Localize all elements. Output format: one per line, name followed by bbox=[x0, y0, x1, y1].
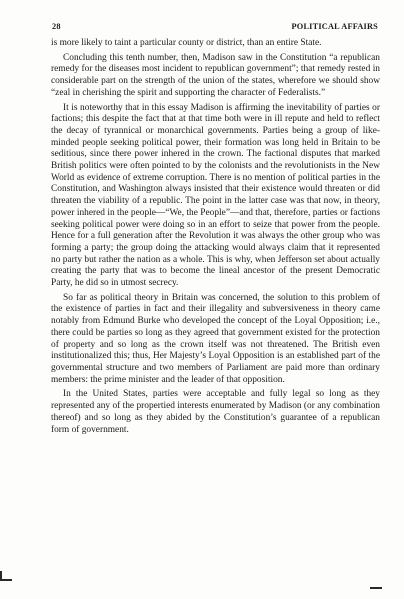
scan-crop-mark bbox=[0, 571, 2, 581]
paragraph: In the United States, parties were acceptable and fully legal so long as they represented any of the propertied interests enumerated by Madison (or any combination thereof) and so long as they abided by the Constitution’s guarantee of a republican form of government. bbox=[51, 389, 380, 435]
paragraph: So far as political theory in Britain was concerned, the solution to this problem of the existence of parties in fact and their illegality and subversiveness in theory came notably from Edmund Burke who developed the concept of the Loyal Opposition; i.e., there could be parties so long as they agreed that government existed for the protection of property and so long as the crown itself was not threatened. The British even institutionalized this; thus, Her Majesty’s Loyal Opposition is an established part of the governmental structure and two members of Parliament are paid more than ordinary members: the prime minister and the leader of that opposition. bbox=[51, 292, 380, 385]
body-text bbox=[51, 38, 380, 439]
section-title: POLITICAL AFFAIRS bbox=[291, 22, 378, 31]
paragraph: Concluding this tenth number, then, Madison saw in the Constitution “a republican remedy for the diseases most incident to republican government”; that remedy rested in considerable part on the strength of the union of the states, wherefore we should show “zeal in cherishing the spirit and supporting the character of Federalists.” bbox=[51, 52, 380, 98]
page-number: 28 bbox=[52, 22, 61, 31]
paragraph: It is noteworthy that in this essay Madison is affirming the inevitability of parties or factions; this despite the fact that at that time both were in ill repute and held to reflect the decay of tyrannical or monarchical governments. Parties being a group of like-minded people seeking political power, their formation was long held in Britain to be seditious, since there power inhered in the crown. The factional disputes that marked British politics were often pointed to by the colonists and the revolutionists in the New World as evidence of extreme corruption. There is no mention of political parties in the Constitution, and Washington always insisted that their existence would threaten or did threaten the viability of a republic. The point in the latter case was that now, in theory, power inhered in the people—“We, the People”—and that, therefore, parties or factions seeking political power were doing so in an effort to seize that power from the people. Hence for a full generation after the Revolution it was always the other group who was forming a party; the group doing the attacking would always claim that it represented no party but rather the nation as a whole. This is why, when Jefferson set about actually creating the party that was to become the lineal ancestor of the present Democratic Party, he did so in utmost secrecy. bbox=[51, 102, 380, 289]
running-head bbox=[52, 22, 378, 34]
paragraph-continuation: is more likely to taint a particular county or district, than an entire State. bbox=[51, 38, 322, 48]
scan-crop-mark bbox=[370, 587, 382, 589]
